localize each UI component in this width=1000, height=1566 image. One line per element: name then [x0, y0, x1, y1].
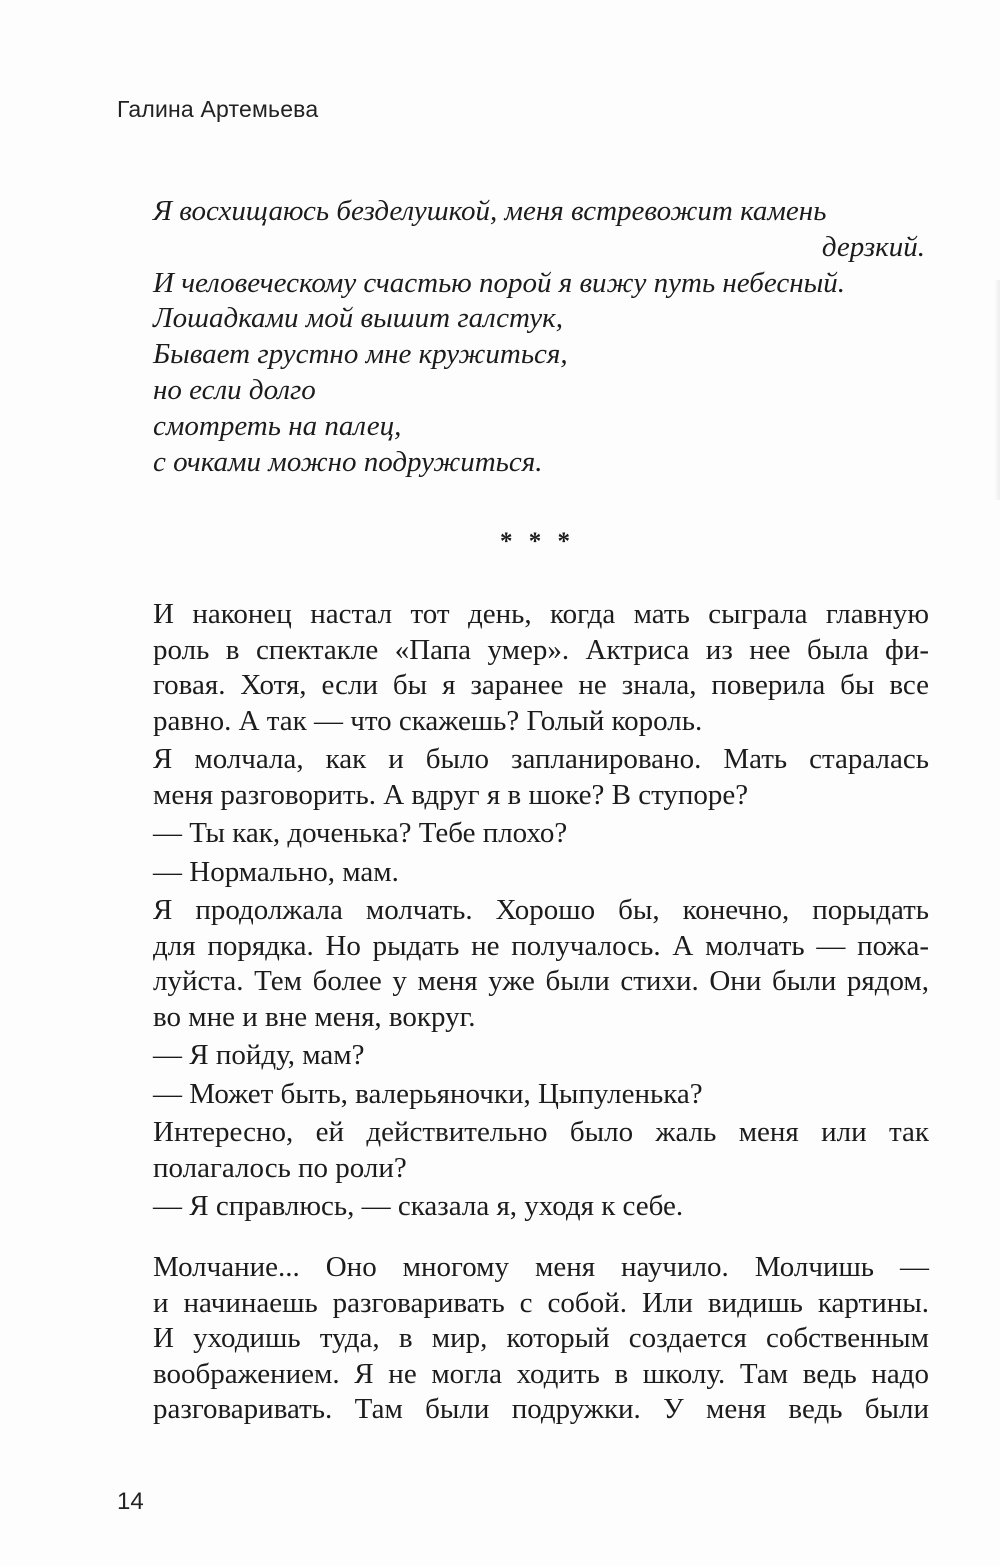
- paragraph-line: Я молчала, как и было запланировано. Мать старалась: [153, 743, 929, 775]
- paragraph-line: луйста. Тем более у меня уже были стихи. Они были рядом,: [153, 965, 929, 997]
- paragraph-line: меня разговорить. А вдруг я в шоке? В ступоре?: [153, 778, 749, 811]
- paragraph-line: и начинаешь разговаривать с собой. Или видишь картины.: [153, 1286, 929, 1319]
- running-head: Галина Артемьева: [117, 96, 319, 122]
- poem-line: но если долго: [153, 373, 316, 406]
- paragraph-line: для порядка. Но рыдать не получалось. А молчать — пожа-: [153, 929, 929, 962]
- poem-line: дерзкий.: [821, 230, 925, 263]
- poem: [153, 194, 929, 480]
- dialogue-line: — Нормально, мам.: [153, 855, 399, 888]
- prose-block-2: [153, 1250, 929, 1428]
- poem-line: Бывает грустно мне кружиться,: [153, 338, 568, 371]
- poem-line: смотреть на палец,: [153, 409, 402, 442]
- poem-line: Лошадками мой вышит галстук,: [153, 302, 563, 335]
- paragraph-line: разговаривать. Там были подружки. У меня ведь были: [153, 1393, 929, 1425]
- paragraph-line: И уходишь туда, в мир, который создается собственным: [153, 1322, 929, 1354]
- paragraph-line: Интересно, ей действительно было жаль меня или так: [153, 1116, 929, 1148]
- paragraph-line: во мне и вне меня, вокруг.: [153, 1000, 476, 1033]
- poem-line: с очками можно подружиться.: [153, 445, 543, 478]
- dialogue-line: — Я справлюсь, — сказала я, уходя к себе.: [153, 1190, 684, 1222]
- paragraph-line: Молчание... Оно многому меня научило. Молчишь —: [153, 1251, 929, 1283]
- paragraph-line: Я продолжала молчать. Хорошо бы, конечно, порыдать: [153, 894, 929, 926]
- paragraph-line: И наконец настал тот день, когда мать сыграла главную: [153, 598, 929, 630]
- paragraph-line: роль в спектакле «Папа умер». Актриса из нее была фи-: [153, 633, 929, 666]
- page-number: 14: [117, 1488, 144, 1515]
- poem-line: И человеческому счастью порой я вижу путь небесный.: [153, 266, 845, 299]
- paragraph-line: говая. Хотя, если бы я заранее не знала, поверила бы все: [153, 669, 929, 701]
- paragraph-line: полагалось по роли?: [153, 1151, 407, 1184]
- paragraph-line: равно. А так — что скажешь? Голый король.: [153, 704, 703, 737]
- prose-block-1: [153, 597, 929, 1225]
- dialogue-line: — Может быть, валерьяночки, Цыпуленька?: [153, 1077, 703, 1110]
- paragraph-line: воображением. Я не могла ходить в школу. Там ведь надо: [153, 1357, 929, 1390]
- section-separator: * * *: [500, 528, 575, 555]
- dialogue-line: — Ты как, доченька? Тебе плохо?: [153, 817, 568, 849]
- page-edge-shadow: [994, 280, 1000, 500]
- poem-line: Я восхищаюсь безделушкой, меня встревожит камень: [153, 195, 827, 227]
- dialogue-line: — Я пойду, мам?: [153, 1039, 365, 1071]
